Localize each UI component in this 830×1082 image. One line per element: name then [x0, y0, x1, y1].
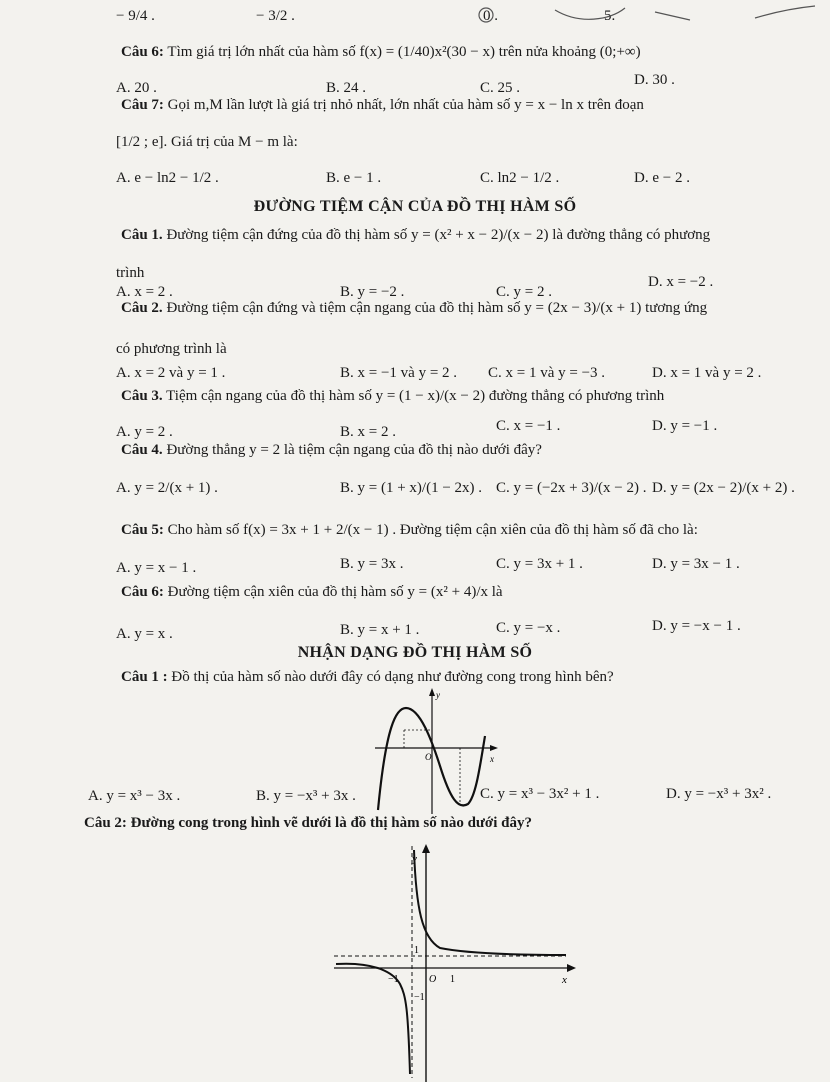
s1q5-option-d: D. y = 3x − 1 . — [652, 556, 740, 572]
s1q2-option-a: A. x = 2 và y = 1 . — [116, 365, 226, 381]
hyp-y-arrow — [422, 844, 430, 853]
s2q2-text: Đường cong trong hình vẽ dưới là đồ thị hàm số nào dưới đây? — [130, 815, 532, 831]
q6-option-c: C. 25 . — [480, 80, 521, 96]
q6-option-d: D. 30 . — [634, 72, 675, 88]
s1q1-option-c: C. y = 2 . — [496, 284, 552, 300]
s1q4-option-c: C. y = (−2x + 3)/(x − 2) . — [496, 480, 647, 496]
q7-option-c: C. ln2 − 1/2 . — [480, 170, 560, 186]
s1q6-option-a: A. y = x . — [116, 626, 173, 642]
s1q3-option-a: A. y = 2 . — [116, 424, 173, 440]
s1q2-text: Đường tiệm cận đứng và tiệm cận ngang của đồ thị hàm số y = (2x − 3)/(x + 1) tương ứng — [166, 300, 708, 316]
s1q2-option-d: D. x = 1 và y = 2 . — [652, 365, 762, 381]
s1q6-option-d: D. y = −x − 1 . — [652, 618, 741, 634]
s2q1-label: Câu 1 : — [121, 669, 168, 685]
s1q5-label: Câu 5: — [121, 522, 164, 538]
top-c-text: 0 . — [483, 8, 498, 24]
s1q4-option-b: B. y = (1 + x)/(1 − 2x) . — [340, 480, 483, 496]
s1q1-text2: trình — [116, 265, 145, 281]
cubic-x-arrow — [490, 745, 498, 751]
s1q6-option-b: B. y = x + 1 . — [340, 622, 420, 638]
hyp-x1-label: 1 — [450, 974, 455, 985]
s1q4-label: Câu 4. — [121, 442, 163, 458]
s1q6-text: Đường tiệm cận xiên của đồ thị hàm số y = (x² + 4)/x là — [167, 584, 503, 600]
s1q1-text: Đường tiệm cận đứng của đồ thị hàm số y = (x² + x − 2)/(x − 2) là đường thẳng có phương — [166, 227, 711, 243]
pencil-marks — [0, 0, 830, 40]
s1q2-label: Câu 2. — [121, 300, 163, 316]
s2q1-option-d: D. y = −x³ + 3x² . — [666, 786, 772, 802]
cubic-x-label: x — [490, 754, 494, 764]
s2q1-option-c: C. y = x³ − 3x² + 1 . — [480, 786, 600, 802]
hyp-yneg1-label: −1 — [414, 992, 425, 1003]
hyp-xneg1-label: −1 — [388, 974, 399, 985]
cubic-y-arrow — [429, 688, 435, 696]
s1q4-text: Đường thẳng y = 2 là tiệm cận ngang của đồ thị nào dưới đây? — [166, 442, 542, 458]
s1q5-option-c: C. y = 3x + 1 . — [496, 556, 583, 572]
s2q1-option-b: B. y = −x³ + 3x . — [256, 788, 356, 804]
hyp-y1-label: 1 — [414, 945, 419, 956]
cubic-y-label: y — [436, 690, 440, 700]
q7-option-a: A. e − ln2 − 1/2 . — [116, 170, 219, 186]
s1q1-option-b: B. y = −2 . — [340, 284, 405, 300]
hyp-x-arrow — [567, 964, 576, 972]
s1q2-option-b: B. x = −1 và y = 2 . — [340, 365, 458, 381]
q6-option-a: A. 20 . — [116, 80, 157, 96]
s2q1-text: Đồ thị của hàm số nào dưới đây có dạng như đường cong trong hình bên? — [171, 669, 614, 685]
hyp-y-label: y — [412, 853, 417, 865]
top-d-text: 5. — [604, 8, 616, 24]
s1q4-option-d: D. y = (2x − 2)/(x + 2) . — [652, 480, 795, 496]
s1q2-text2: có phương trình là — [116, 341, 227, 357]
s1q4-option-a: A. y = 2/(x + 1) . — [116, 480, 218, 496]
top-a-text: − 9/4 . — [116, 8, 155, 24]
s2q2-label: Câu 2: — [84, 815, 127, 831]
s1q1-label: Câu 1. — [121, 227, 163, 243]
s1q3-text: Tiệm cận ngang của đồ thị hàm số y = (1 − x)/(x − 2) đường thẳng có phương trình — [166, 388, 665, 404]
q6-text: Tìm giá trị lớn nhất của hàm số f(x) = (1/40)x²(30 − x) trên nửa khoảng (0;+∞) — [167, 44, 641, 60]
s1q6-option-c: C. y = −x . — [496, 620, 561, 636]
s1q5-option-a: A. y = x − 1 . — [116, 560, 197, 576]
s1q2-option-c: C. x = 1 và y = −3 . — [488, 365, 606, 381]
s1q3-option-c: C. x = −1 . — [496, 418, 561, 434]
s1q3-option-d: D. y = −1 . — [652, 418, 718, 434]
q7-option-b: B. e − 1 . — [326, 170, 382, 186]
s1q3-option-b: B. x = 2 . — [340, 424, 396, 440]
s2q1-option-a: A. y = x³ − 3x . — [88, 788, 181, 804]
q7-option-d: D. e − 2 . — [634, 170, 690, 186]
s1q5-option-b: B. y = 3x . — [340, 556, 404, 572]
hyp-origin-label: O — [429, 974, 437, 985]
q7-label: Câu 7: — [121, 97, 164, 113]
s1q3-label: Câu 3. — [121, 388, 163, 404]
q7-text2: [1/2 ; e]. Giá trị của M − m là: — [116, 134, 298, 150]
cubic-origin-label: O — [425, 752, 432, 762]
s1q1-option-a: A. x = 2 . — [116, 284, 173, 300]
q6-option-b: B. 24 . — [326, 80, 367, 96]
s1q1-option-d: D. x = −2 . — [648, 274, 714, 290]
section-title-asymptote: ĐƯỜNG TIỆM CẬN CỦA ĐỒ THỊ HÀM SỐ — [253, 198, 577, 215]
hyperbola-graph — [330, 838, 580, 1082]
section-title-graph: NHẬN DẠNG ĐỒ THỊ HÀM SỐ — [297, 644, 533, 661]
s1q5-text: Cho hàm số f(x) = 3x + 1 + 2/(x − 1) . Đường tiệm cận xiên của đồ thị hàm số đã cho là: — [167, 522, 698, 538]
hyp-left-branch — [336, 964, 410, 1074]
q6-label: Câu 6: — [121, 44, 164, 60]
hyp-right-branch — [414, 850, 566, 955]
q7-text: Gọi m,M lần lượt là giá trị nhỏ nhất, lớn nhất của hàm số y = x − ln x trên đoạn — [167, 97, 644, 113]
top-b-text: − 3/2 . — [256, 8, 295, 24]
s1q6-label: Câu 6: — [121, 584, 164, 600]
hyp-x-label: x — [562, 974, 567, 986]
